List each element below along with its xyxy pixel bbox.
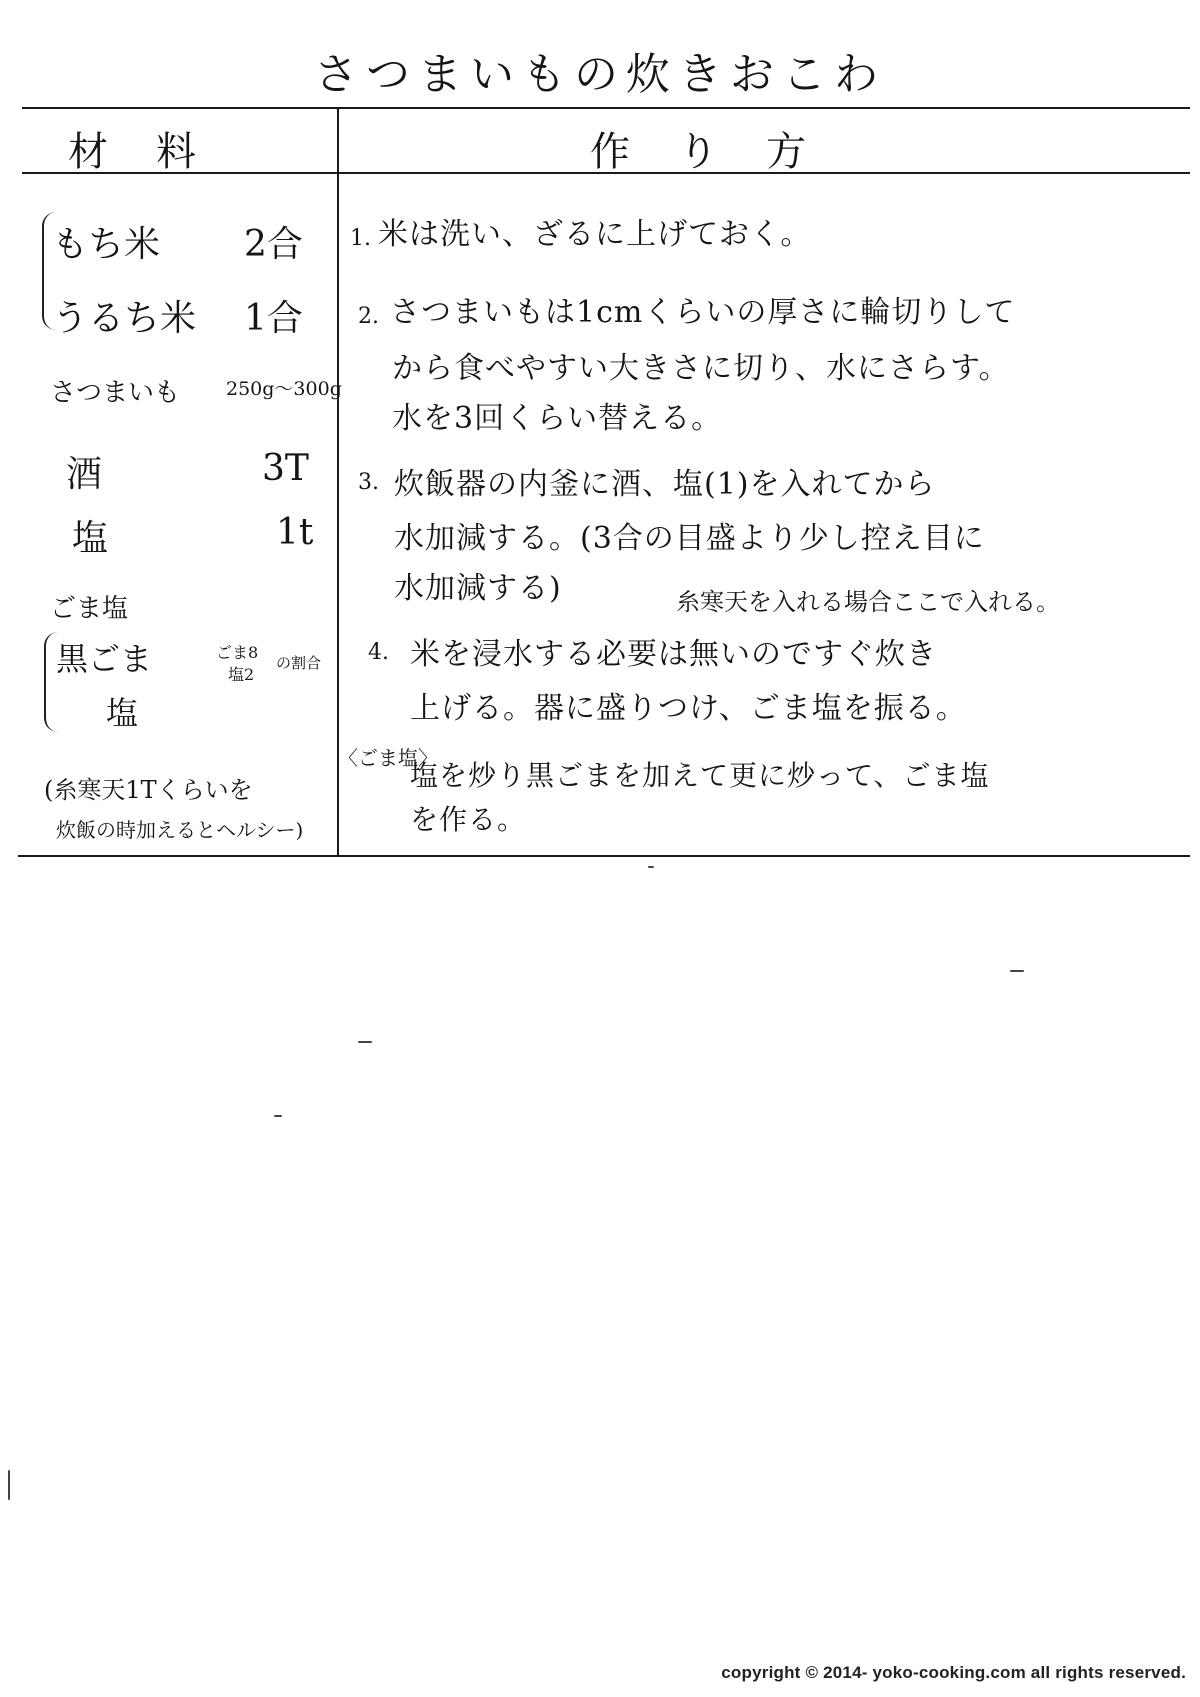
step-line: から食べやすい大きさに切り、水にさらす。 <box>392 351 1010 386</box>
copyright-notice: copyright © 2014- yoko-cooking.com all rights reserved. <box>721 1663 1186 1682</box>
step-number: 4. <box>368 640 389 665</box>
goma-shio-method-line2: を作る。 <box>410 803 527 836</box>
step-number: 3. <box>358 470 379 495</box>
step3-kanten-note: 糸寒天を入れる場合ここで入れる。 <box>676 588 1060 616</box>
table-bottom-rule <box>18 855 1190 857</box>
method-header: 作 り 方 <box>590 129 810 175</box>
step-line: 水加減する) <box>394 571 562 606</box>
ratio-salt: 塩2 <box>228 665 255 684</box>
step-line: 上げる。器に盛りつけ、ごま塩を振る。 <box>410 691 967 726</box>
scan-speck <box>648 866 654 868</box>
scan-speck <box>358 1041 372 1043</box>
scan-speck <box>274 1115 282 1117</box>
ingredient-amount: 1t <box>276 512 314 553</box>
table-top-rule <box>22 107 1190 109</box>
ingredients-header: 材 料 <box>68 129 200 175</box>
ingredient-amount: 2合 <box>244 224 303 265</box>
ingredient-name: 塩 <box>72 518 109 559</box>
ingredient-name: 酒 <box>66 454 103 495</box>
step-line: 水加減する。(3合の目盛より少し控え目に <box>394 521 985 556</box>
salt-ingredient: 塩 <box>106 694 139 732</box>
step-line: 米を浸水する必要は無いのですぐ炊き <box>410 637 937 672</box>
step-number: 1. <box>350 226 371 251</box>
step-line: 水を3回くらい替える。 <box>392 401 723 436</box>
kanten-note-line2: 炊飯の時加えるとヘルシー) <box>56 818 304 842</box>
step-number: 2. <box>358 304 379 329</box>
goma-shio-method-line1: 塩を炒り黒ごまを加えて更に炒って、ごま塩 <box>410 759 990 792</box>
scan-speck <box>8 1470 10 1500</box>
ratio-suffix: の割合 <box>276 654 322 672</box>
ingredient-amount: 250g〜300g <box>226 378 342 400</box>
step-line: 炊飯器の内釜に酒、塩(1)を入れてから <box>394 467 936 502</box>
step-line: さつまいもは1cmくらいの厚さに輪切りして <box>390 295 1016 330</box>
ingredient-amount: 3T <box>262 448 309 489</box>
ingredient-name: さつまいも <box>50 378 181 408</box>
ingredient-name: もち米 <box>52 224 161 265</box>
ingredient-amount: 1合 <box>244 298 303 339</box>
ratio-sesame: ごま8 <box>216 643 259 662</box>
black-sesame-ingredient: 黒ごま <box>56 640 153 678</box>
goma-shio-method-label: 〈ごま塩〉 <box>338 746 438 770</box>
scan-speck <box>1010 970 1024 972</box>
ingredient-name: うるち米 <box>52 298 197 339</box>
step-line: 米は洗い、ざるに上げておく。 <box>378 217 812 252</box>
recipe-title: さつまいもの炊きおこわ <box>314 49 886 100</box>
kanten-note-line1: (糸寒天1Tくらいを <box>44 776 253 804</box>
goma-shio-label: ごま塩 <box>50 594 129 624</box>
